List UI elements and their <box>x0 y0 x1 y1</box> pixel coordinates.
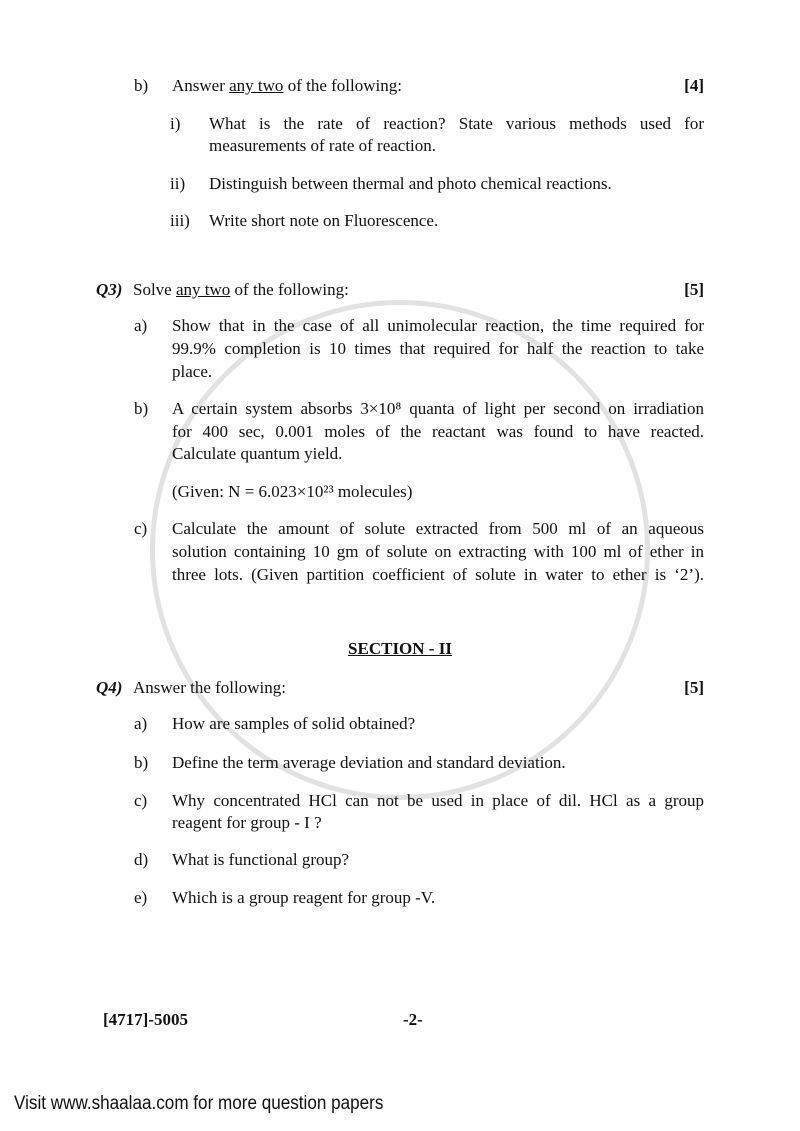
item-label: a) <box>134 316 148 335</box>
item-label: a) <box>134 714 148 733</box>
item-label: b) <box>134 399 149 418</box>
q2b-marks: [4] <box>684 76 704 95</box>
q3-instruction <box>133 279 349 301</box>
question-line: Show that in the case of all unimolecular reaction, the time required for <box>172 316 704 335</box>
item-label: ii) <box>170 174 186 193</box>
item-label: c) <box>134 791 148 810</box>
question-line: Define the term average deviation and standard deviation. <box>172 753 566 772</box>
paper-code: [4717]-5005 <box>103 1010 188 1029</box>
question-line: What is the rate of reaction? State various methods used for <box>209 114 704 133</box>
instruction-underlined: any two <box>229 76 284 95</box>
question-line: reagent for group - I ? <box>172 813 322 832</box>
instruction-text: of the following: <box>283 76 402 95</box>
q2b-label: b) <box>134 76 149 95</box>
given-line: (Given: N = 6.023×10²³ molecules) <box>172 482 413 501</box>
instruction-text: Solve <box>133 280 176 299</box>
question-line: A certain system absorbs 3×10⁸ quanta of light per second on irradiation <box>172 399 704 418</box>
question-line: How are samples of solid obtained? <box>172 714 416 733</box>
instruction-underlined: any two <box>175 280 231 299</box>
question-line: Write short note on Fluorescence. <box>209 211 439 230</box>
question-line: Distinguish between thermal and photo chemical reactions. <box>209 174 612 193</box>
item-label: b) <box>134 753 149 772</box>
question-line: place. <box>172 362 213 381</box>
q4-label: Q4) <box>96 678 123 697</box>
instruction-text: Answer <box>172 76 230 95</box>
question-line: three lots. (Given partition coefficient of solute in water to ether is ‘2’). <box>172 565 704 584</box>
q3-label: Q3) <box>96 280 123 299</box>
q2b-instruction <box>172 75 402 97</box>
section-heading: SECTION - II <box>348 639 452 658</box>
question-line: for 400 sec, 0.001 moles of the reactant was found to have reacted. <box>172 422 704 441</box>
visit-link[interactable]: Visit www.shaalaa.com for more question papers <box>14 1093 384 1114</box>
q4-instruction: Answer the following: <box>133 678 286 697</box>
question-line: Which is a group reagent for group -V. <box>172 888 436 907</box>
item-label: d) <box>134 850 149 869</box>
question-line: Calculate quantum yield. <box>172 444 343 463</box>
item-label: iii) <box>170 211 190 230</box>
question-line: What is functional group? <box>172 850 350 869</box>
item-label: c) <box>134 519 148 538</box>
page-number: -2- <box>403 1010 423 1029</box>
q4-marks: [5] <box>684 678 704 697</box>
instruction-text: of the following: <box>230 280 349 299</box>
q3-marks: [5] <box>684 280 704 299</box>
question-line: measurements of rate of reaction. <box>209 136 437 155</box>
item-label: i) <box>170 114 181 133</box>
question-line: 99.9% completion is 10 times that required for half the reaction to take <box>172 339 704 358</box>
item-label: e) <box>134 888 148 907</box>
question-line: Calculate the amount of solute extracted from 500 ml of an aqueous <box>172 519 704 538</box>
question-line: Why concentrated HCl can not be used in place of dil. HCl as a group <box>172 791 704 810</box>
question-line: solution containing 10 gm of solute on extracting with 100 ml of ether in <box>172 542 704 561</box>
